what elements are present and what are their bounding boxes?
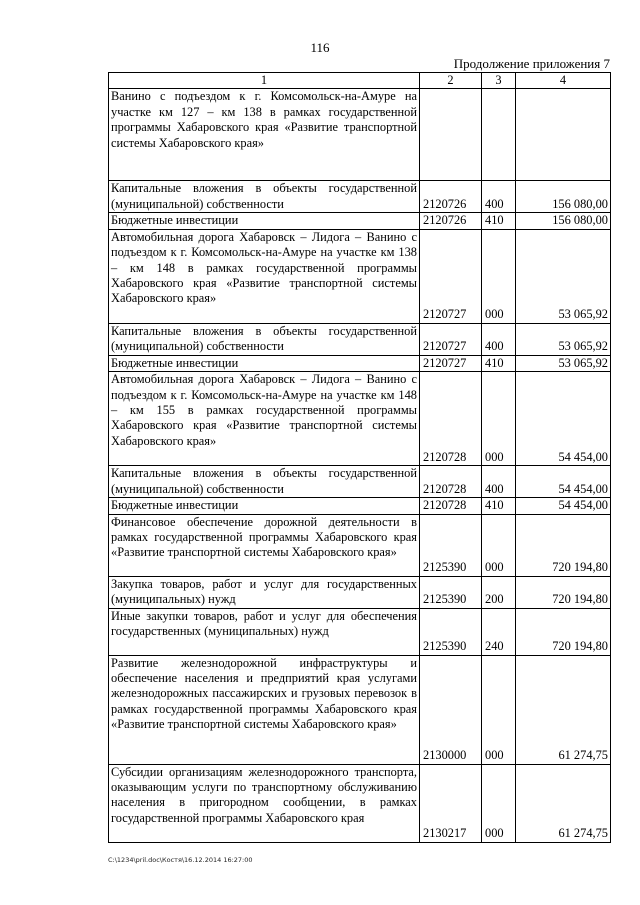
- table-row: [109, 764, 611, 842]
- row-description: Иные закупки товаров, работ и услуг для обеспечения государственных (муниципальных) нужд: [109, 608, 420, 655]
- row-code: [420, 89, 482, 181]
- row-description: Капитальные вложения в объекты государственной (муниципальной) собственности: [109, 181, 420, 213]
- row-type: 000: [482, 655, 516, 764]
- row-type: 240: [482, 608, 516, 655]
- row-description: Капитальные вложения в объекты государственной (муниципальной) собственности: [109, 323, 420, 355]
- row-type: [482, 89, 516, 181]
- row-description: Бюджетные инвестиции: [109, 213, 420, 229]
- header-cell: 1: [109, 73, 420, 89]
- row-amount: 61 274,75: [516, 764, 611, 842]
- table-row: [109, 355, 611, 371]
- row-type: 410: [482, 355, 516, 371]
- row-description: Закупка товаров, работ и услуг для государственных (муниципальных) нужд: [109, 576, 420, 608]
- row-code: 2120728: [420, 466, 482, 498]
- row-amount: 720 194,80: [516, 514, 611, 576]
- row-amount: 54 454,00: [516, 372, 611, 466]
- table-row: [109, 181, 611, 213]
- header-cell: 2: [420, 73, 482, 89]
- table-row: [109, 498, 611, 514]
- file-path-footer: C:\1234\pril.doc\Костя\16.12.2014 16:27:00: [108, 856, 253, 864]
- row-type: 000: [482, 372, 516, 466]
- table-row: [109, 466, 611, 498]
- row-amount: 54 454,00: [516, 466, 611, 498]
- row-type: 400: [482, 181, 516, 213]
- row-code: 2120727: [420, 323, 482, 355]
- row-amount: [516, 89, 611, 181]
- table-row: [109, 323, 611, 355]
- row-type: 000: [482, 229, 516, 323]
- row-code: 2125390: [420, 576, 482, 608]
- row-type: 410: [482, 498, 516, 514]
- header-cell: 4: [516, 73, 611, 89]
- row-type: 200: [482, 576, 516, 608]
- row-amount: 720 194,80: [516, 608, 611, 655]
- table-header-row: [109, 73, 611, 89]
- row-description: Бюджетные инвестиции: [109, 498, 420, 514]
- row-code: 2120727: [420, 229, 482, 323]
- row-amount: 54 454,00: [516, 498, 611, 514]
- table-row: [109, 576, 611, 608]
- header-cell: 3: [482, 73, 516, 89]
- row-description: Автомобильная дорога Хабаровск – Лидога – Ванино с подъездом к г. Комсомольск-на-Амуре на участке км 148 – км 155 в рамках государственной программы Хабаровского края «Развитие транспортной системы Хабаровского края»: [109, 372, 420, 466]
- row-description: Бюджетные инвестиции: [109, 355, 420, 371]
- row-description: Развитие железнодорожной инфраструктуры и обеспечение населения и предприятий края услугами железнодорожных пассажирских и грузовых перевозок в рамках государственной программы Хабаровского края «Развитие транспортной системы Хабаровского края»: [109, 655, 420, 764]
- row-amount: 720 194,80: [516, 576, 611, 608]
- row-code: 2125390: [420, 514, 482, 576]
- row-code: 2125390: [420, 608, 482, 655]
- row-type: 000: [482, 514, 516, 576]
- row-type: 000: [482, 764, 516, 842]
- row-code: 2120726: [420, 213, 482, 229]
- row-amount: 61 274,75: [516, 655, 611, 764]
- table-row: [109, 372, 611, 466]
- row-amount: 156 080,00: [516, 181, 611, 213]
- row-description: Финансовое обеспечение дорожной деятельности в рамках государственной программы Хабаровского края «Развитие транспортной системы Хабаровского края»: [109, 514, 420, 576]
- row-code: 2130000: [420, 655, 482, 764]
- row-code: 2120728: [420, 498, 482, 514]
- row-code: 2120728: [420, 372, 482, 466]
- row-code: 2120726: [420, 181, 482, 213]
- continuation-title: Продолжение приложения 7: [453, 56, 610, 71]
- page-number: 116: [310, 40, 330, 55]
- row-amount: 156 080,00: [516, 213, 611, 229]
- row-description: Капитальные вложения в объекты государственной (муниципальной) собственности: [109, 466, 420, 498]
- table-row: [109, 229, 611, 323]
- row-code: 2130217: [420, 764, 482, 842]
- row-description: Ванино с подъездом к г. Комсомольск-на-Амуре на участке км 127 – км 138 в рамках государственной программы Хабаровского края «Развитие транспортной системы Хабаровского края»: [109, 89, 420, 181]
- table-row: [109, 213, 611, 229]
- table-row: [109, 608, 611, 655]
- row-description: Субсидии организациям железнодорожного транспорта, оказывающим услуги по транспортному обслуживанию населения в пригородном сообщении, в рамках государственной программы Хабаровского края: [109, 764, 420, 842]
- row-description: Автомобильная дорога Хабаровск – Лидога – Ванино с подъездом к г. Комсомольск-на-Амуре на участке км 138 – км 148 в рамках государственной программы Хабаровского края «Развитие транспортной системы Хабаровского края»: [109, 229, 420, 323]
- row-amount: 53 065,92: [516, 355, 611, 371]
- row-type: 400: [482, 466, 516, 498]
- table-row: [109, 655, 611, 764]
- row-amount: 53 065,92: [516, 323, 611, 355]
- budget-table: [108, 72, 611, 843]
- row-type: 410: [482, 213, 516, 229]
- row-code: 2120727: [420, 355, 482, 371]
- row-amount: 53 065,92: [516, 229, 611, 323]
- row-type: 400: [482, 323, 516, 355]
- table-row: [109, 514, 611, 576]
- table-row: [109, 89, 611, 181]
